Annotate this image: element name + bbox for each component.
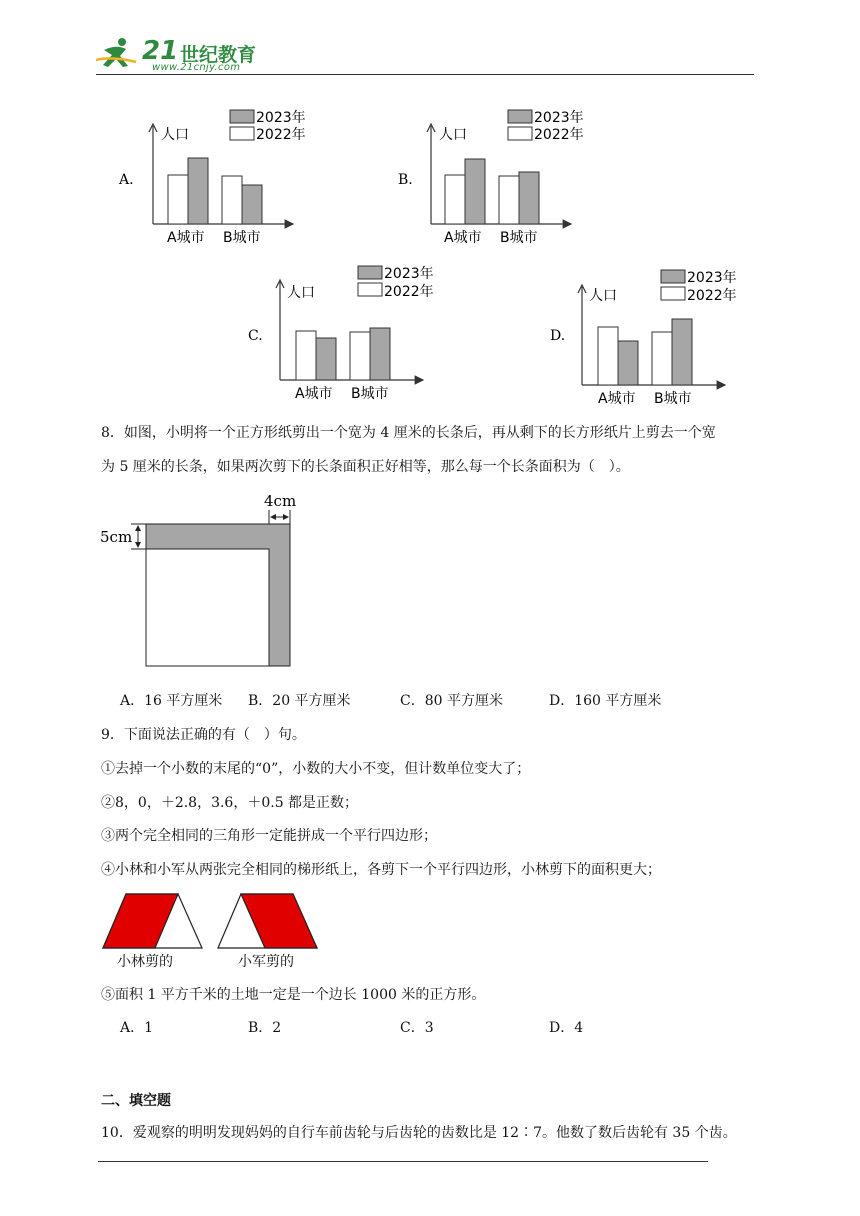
q9-statement-1: ①去掉一个小数的末尾的“0”，小数的大小不变，但计数单位变大了； bbox=[101, 761, 531, 777]
legend-swatch-2023 bbox=[508, 110, 532, 123]
q9-choice-d: D．4 bbox=[549, 1020, 584, 1036]
legend-2022: 2022年 bbox=[384, 284, 434, 300]
y-axis-label: 人口 bbox=[439, 127, 467, 143]
logo-url: www.21cnjy.com bbox=[152, 62, 241, 73]
bar bbox=[445, 175, 465, 224]
legend-2023: 2023年 bbox=[256, 110, 306, 126]
label-4cm: 4cm bbox=[264, 492, 297, 510]
bar bbox=[168, 175, 188, 224]
bar bbox=[350, 332, 370, 380]
legend-swatch-2022 bbox=[508, 127, 532, 140]
y-axis-label: 人口 bbox=[287, 285, 315, 301]
q9-statement-2: ②8，0，＋2.8，3.6，＋0.5 都是正数； bbox=[101, 795, 359, 811]
logo-number: 21 bbox=[142, 36, 179, 66]
legend-2023: 2023年 bbox=[687, 270, 737, 286]
bar bbox=[188, 158, 208, 224]
bar bbox=[222, 176, 242, 224]
q9-choice-b: B．2 bbox=[248, 1020, 282, 1036]
legend-swatch-2023 bbox=[358, 266, 382, 279]
category-label: A城市 bbox=[295, 386, 333, 402]
bar bbox=[370, 328, 390, 380]
y-axis-label: 人口 bbox=[589, 288, 617, 304]
chart-option-a bbox=[118, 109, 306, 246]
q9-trapezoid-figures bbox=[98, 890, 322, 952]
q9-statement-3: ③两个完全相同的三角形一定能拼成一个平行四边形； bbox=[101, 828, 437, 844]
figure-label-xiaojun: 小军剪的 bbox=[238, 954, 294, 970]
legend-2022: 2022年 bbox=[256, 127, 306, 143]
q7-charts bbox=[0, 0, 860, 420]
legend-swatch-2023 bbox=[661, 270, 685, 283]
q9-statement-5: ⑤面积 1 平方千米的土地一定是一个边长 1000 米的正方形。 bbox=[101, 987, 486, 1003]
label-5cm: 5cm bbox=[100, 528, 133, 546]
bar bbox=[296, 331, 316, 380]
figure-label-xiaolin: 小林剪的 bbox=[117, 954, 173, 970]
bar bbox=[316, 338, 336, 380]
logo-text: 世纪教育 bbox=[180, 44, 257, 66]
q8-line-2: 为 5 厘米的长条，如果两次剪下的长条面积正好相等，那么每一个长条面积为（ ）。 bbox=[101, 459, 630, 475]
legend-swatch-2022 bbox=[661, 287, 685, 300]
category-label: B城市 bbox=[654, 391, 692, 407]
q8-figure bbox=[96, 488, 306, 672]
bar bbox=[672, 319, 692, 385]
q8-choice-b: B．20 平方厘米 bbox=[248, 693, 351, 709]
legend-2022: 2022年 bbox=[534, 127, 584, 143]
category-label: B城市 bbox=[351, 386, 389, 402]
bar bbox=[652, 332, 672, 385]
bar bbox=[519, 172, 539, 224]
q8-choice-d: D．160 平方厘米 bbox=[549, 693, 662, 709]
bar bbox=[242, 185, 262, 224]
legend-2022: 2022年 bbox=[687, 288, 737, 304]
bar bbox=[618, 341, 638, 385]
option-letter: C. bbox=[248, 328, 263, 344]
footer-divider bbox=[98, 1161, 708, 1162]
chart-option-c bbox=[248, 265, 434, 402]
q9-choice-c: C．3 bbox=[400, 1020, 434, 1036]
q10-text: 10．爱观察的明明发现妈妈的自行车前齿轮与后齿轮的齿数比是 12∶7。他数了数后齿轮有 35 个齿。 bbox=[101, 1125, 737, 1141]
category-label: B城市 bbox=[223, 230, 261, 246]
chart-option-b bbox=[398, 109, 584, 246]
category-label: B城市 bbox=[500, 230, 538, 246]
legend-swatch-2022 bbox=[230, 127, 254, 140]
bar bbox=[598, 327, 618, 385]
y-axis-label: 人口 bbox=[161, 127, 189, 143]
q8-line-1: 8．如图，小明将一个正方形纸剪出一个宽为 4 厘米的长条后，再从剩下的长方形纸片上剪去一个宽 bbox=[101, 425, 716, 441]
category-label: A城市 bbox=[167, 230, 205, 246]
remaining-rectangle bbox=[146, 549, 269, 666]
option-letter: A. bbox=[119, 172, 134, 188]
category-label: A城市 bbox=[598, 391, 636, 407]
category-label: A城市 bbox=[444, 230, 482, 246]
bar bbox=[499, 176, 519, 224]
legend-swatch-2023 bbox=[230, 110, 254, 123]
chart-option-d bbox=[550, 269, 737, 407]
bar bbox=[465, 159, 485, 224]
legend-2023: 2023年 bbox=[534, 110, 584, 126]
q8-choice-a: A．16 平方厘米 bbox=[120, 693, 223, 709]
legend-2023: 2023年 bbox=[384, 266, 434, 282]
q9-stem: 9．下面说法正确的有（ ）句。 bbox=[101, 727, 306, 743]
option-letter: B. bbox=[398, 172, 413, 188]
section-title: 二、填空题 bbox=[101, 1093, 171, 1109]
legend-swatch-2022 bbox=[358, 283, 382, 296]
q9-statement-4: ④小林和小军从两张完全相同的梯形纸上，各剪下一个平行四边形，小林剪下的面积更大； bbox=[101, 862, 661, 878]
q9-choice-a: A．1 bbox=[120, 1020, 154, 1036]
option-letter: D. bbox=[550, 328, 566, 344]
q8-choice-c: C．80 平方厘米 bbox=[400, 693, 503, 709]
